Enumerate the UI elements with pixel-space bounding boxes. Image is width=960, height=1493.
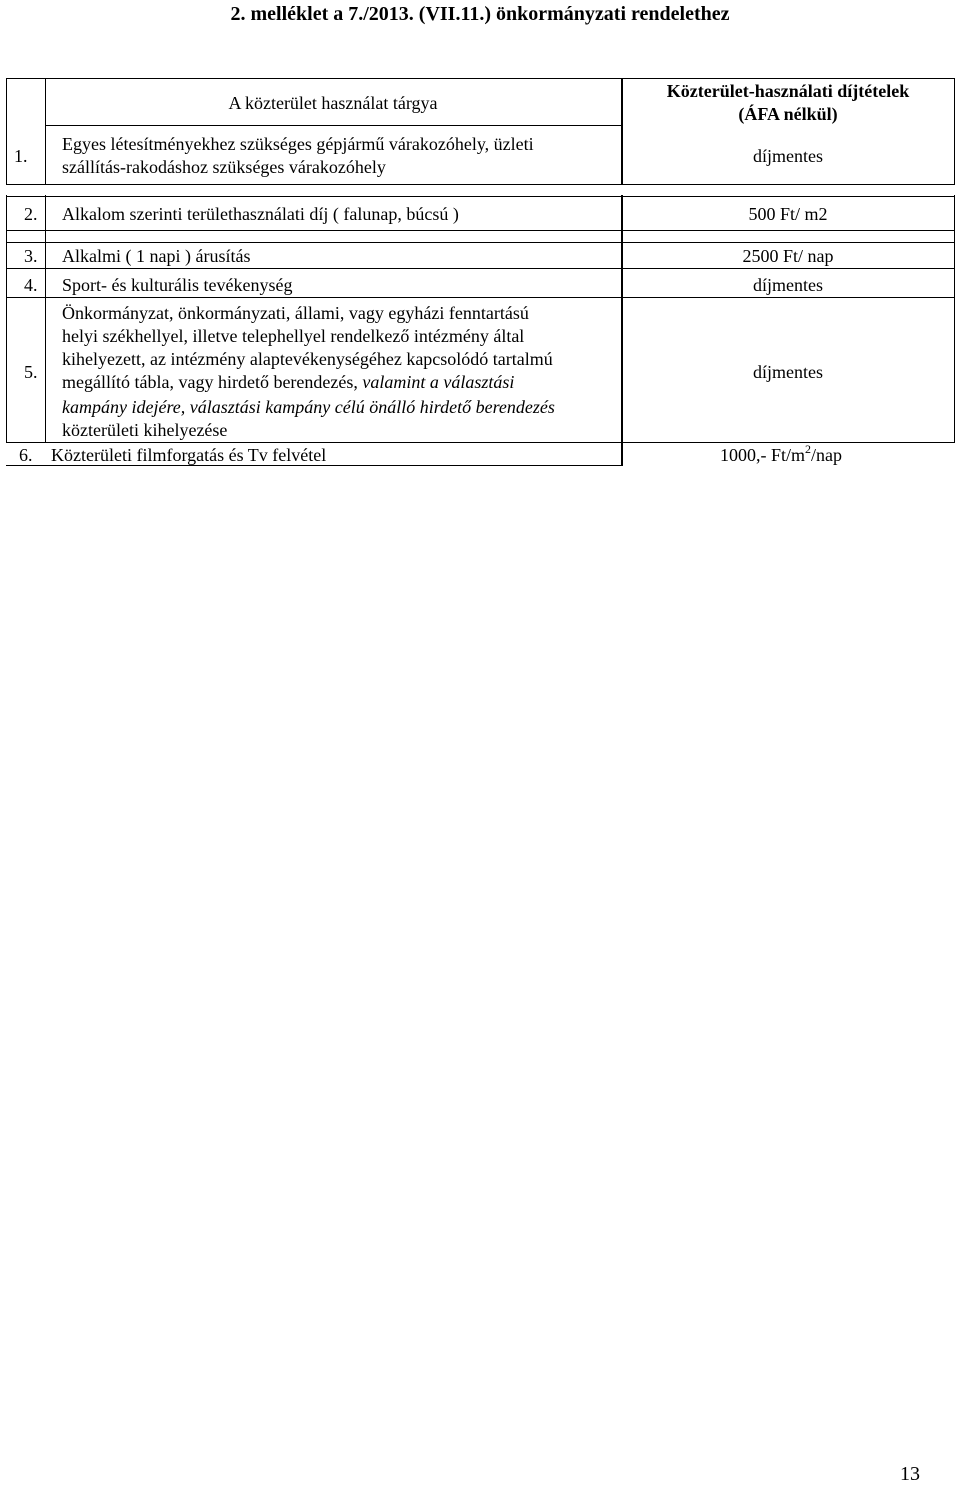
header-subject: A közterület használat tárgya xyxy=(228,93,438,113)
row5-bottom xyxy=(6,442,955,443)
header-fee-line1: Közterület-használati díjtételek xyxy=(666,81,910,101)
table-border-left-2 xyxy=(6,195,7,443)
row-fee: díjmentes xyxy=(753,146,823,166)
row-description-text: megállító tábla, vagy hirdető berendezés, xyxy=(62,372,363,392)
num-col-divider-2 xyxy=(45,195,46,443)
row2-bottom xyxy=(6,230,955,231)
row-description-line: Sport- és kulturális tevékenység xyxy=(62,275,293,295)
page-number: 13 xyxy=(900,1463,920,1485)
row-number: 5. xyxy=(24,362,38,382)
row-number: 1. xyxy=(14,146,28,166)
row-number: 6. xyxy=(19,445,33,465)
row-description-line: Önkormányzat, önkormányzati, állami, vagy egyházi fenntartású xyxy=(62,303,529,323)
row-description-line: szállítás-rakodáshoz szükséges várakozóhely xyxy=(62,157,386,177)
row4-bottom xyxy=(6,297,955,298)
table-border-left xyxy=(6,78,7,185)
row-description-line: helyi székhellyel, illetve telephellyel rendelkező intézmény által xyxy=(62,326,525,346)
row-description-line: Alkalmi ( 1 napi ) árusítás xyxy=(62,246,251,266)
row-description-line: Egyes létesítményekhez szükséges gépjármű várakozóhely, üzleti xyxy=(62,134,534,154)
row-fee: 500 Ft/ m2 xyxy=(748,204,828,224)
table-border-right xyxy=(954,78,955,185)
row3-bottom xyxy=(6,268,955,269)
row-description-line: közterületi kihelyezése xyxy=(62,420,228,440)
row-description-line: Alkalom szerinti területhasználati díj ( falunap, búcsú ) xyxy=(62,204,459,224)
row-description-italic: valamint a választási xyxy=(362,372,515,392)
row-number: 2. xyxy=(24,204,38,224)
row1-bottom xyxy=(6,184,955,185)
row2-top xyxy=(6,196,955,197)
row-number: 3. xyxy=(24,246,38,266)
header-fee-line2: (ÁFA nélkül) xyxy=(738,104,838,124)
row-description-italic-line: kampány idejére, választási kampány célú önálló hirdető berendezés xyxy=(62,397,555,417)
fee-col-divider-2 xyxy=(621,195,623,466)
row-fee: díjmentes xyxy=(753,362,823,382)
row3-top xyxy=(6,242,955,243)
row-description-line xyxy=(62,371,514,393)
row-description-line: Közterületi filmforgatás és Tv felvétel xyxy=(51,445,327,465)
row-fee: 2500 Ft/ nap xyxy=(742,246,834,266)
page-title: 2. melléklet a 7./2013. (VII.11.) önkormányzati rendelethez xyxy=(230,3,730,25)
row-fee xyxy=(720,444,842,466)
row-fee-unit: /nap xyxy=(811,445,843,465)
row-description-line: kihelyezett, az intézmény alaptevékenységéhez kapcsolódó tartalmú xyxy=(62,349,553,369)
row-fee-main: 1000,- Ft/m xyxy=(720,445,806,465)
row-number: 4. xyxy=(24,275,38,295)
row-fee-superscript: 2 xyxy=(805,442,812,456)
table-border-top xyxy=(6,78,955,79)
row-fee: díjmentes xyxy=(753,275,823,295)
table-border-right-2 xyxy=(954,195,955,443)
header-divider xyxy=(45,125,622,126)
